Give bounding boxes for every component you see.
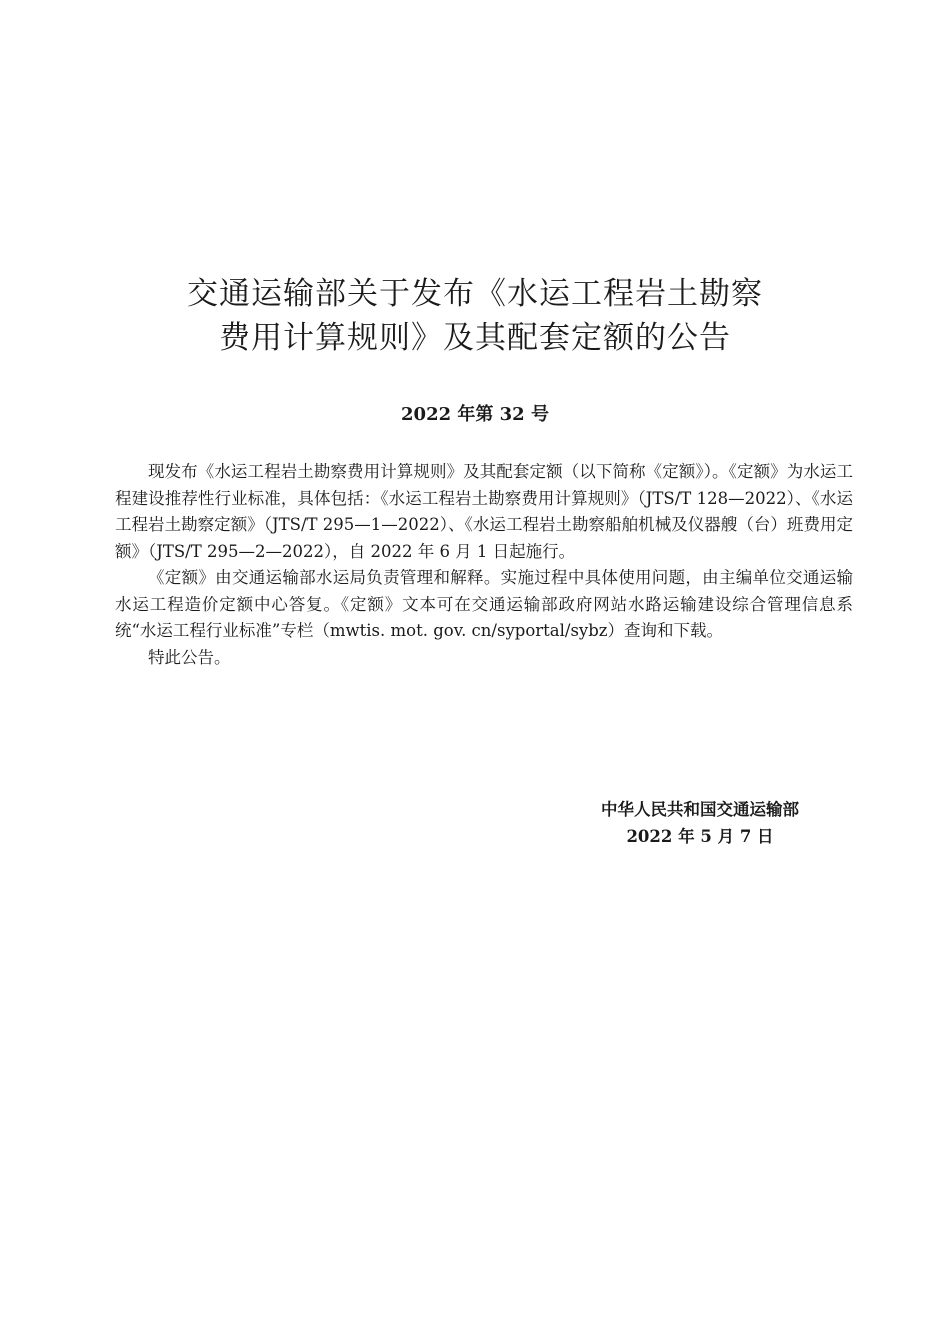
title-line-1: 交通运输部关于发布《水运工程岩土勘察 [187,276,763,312]
paragraph-management: 《定额》由交通运输部水运局负责管理和解释。实施过程中具体使用问题，由主编单位交通运输水运工程造价定额中心答复。《定额》文本可在交通运输部政府网站水路运输建设综合管理信息系统“水运工程行业标准”专栏（mwtis. mot. gov. cn/syportal/sybz）查询和下载。 [115,568,853,640]
announcement-body [115,459,853,671]
signature-block [560,796,840,850]
paragraph-release: 现发布《水运工程岩土勘察费用计算规则》及其配套定额（以下简称《定额》）。《定额》为水运工程建设推荐性行业标准，具体包括：《水运工程岩土勘察费用计算规则》（JTS/T 128—2022）、《水运工程岩土勘察定额》（JTS/T 295—1—2022）、《水运工程岩土勘察船舶机械及仪器艘（台）班费用定额》（JTS/T 295—2—2022），自 2022 年 6 月 1 日起施行。 [115,462,853,561]
announcement-title [0,272,950,360]
title-line-2: 费用计算规则》及其配套定额的公告 [219,320,731,356]
issuer-name: 中华人民共和国交通运输部 [601,800,799,819]
paragraph-closing: 特此公告。 [148,647,231,667]
document-number: 2022 年第 32 号 [401,404,549,425]
issue-date: 2022 年 5 月 7 日 [626,827,774,846]
